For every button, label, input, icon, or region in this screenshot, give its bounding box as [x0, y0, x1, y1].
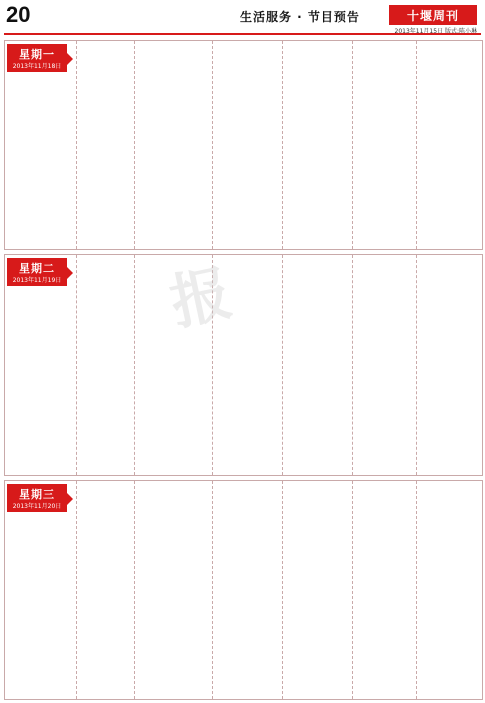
channel-column — [135, 481, 213, 699]
page-header — [0, 0, 485, 36]
tab-pointer-icon — [67, 493, 73, 505]
day-tab — [7, 44, 67, 72]
header-rule — [4, 33, 481, 35]
tab-pointer-icon — [67, 53, 73, 65]
channel-column — [283, 41, 353, 249]
channel-column — [283, 255, 353, 475]
tab-pointer-icon — [67, 267, 73, 279]
channel-column — [417, 255, 482, 475]
issue-date: 2013年11月15日 版式:陈小琳 — [394, 28, 477, 35]
channel-column — [213, 41, 283, 249]
channel-column — [353, 41, 417, 249]
channel-column — [353, 481, 417, 699]
channel-column — [135, 41, 213, 249]
channel-column — [213, 255, 283, 475]
channel-column — [5, 255, 77, 475]
day-block-wednesday — [4, 480, 483, 700]
channel-column — [77, 255, 135, 475]
day-weekday: 星期三 — [19, 488, 55, 501]
day-block-monday — [4, 40, 483, 250]
section-title: 生活服务 · 节目预告 — [240, 10, 360, 24]
channel-column — [5, 481, 77, 699]
channel-column — [77, 41, 135, 249]
brand-badge: 十堰周刊 — [389, 5, 477, 25]
day-tab — [7, 258, 67, 286]
channel-column — [353, 255, 417, 475]
channel-column — [283, 481, 353, 699]
day-date: 2013年11月20日 — [12, 503, 62, 510]
channel-column — [417, 41, 482, 249]
channel-column — [5, 41, 77, 249]
channel-column — [77, 481, 135, 699]
page-number: 20 — [6, 2, 31, 27]
day-date: 2013年11月19日 — [12, 277, 62, 284]
day-weekday: 星期一 — [19, 48, 55, 61]
day-date: 2013年11月18日 — [12, 63, 62, 70]
day-tab — [7, 484, 67, 512]
channel-column — [135, 255, 213, 475]
watermark: 报 — [164, 256, 244, 339]
channel-column — [417, 481, 482, 699]
channel-column — [213, 481, 283, 699]
day-weekday: 星期二 — [19, 262, 55, 275]
day-block-tuesday — [4, 254, 483, 476]
